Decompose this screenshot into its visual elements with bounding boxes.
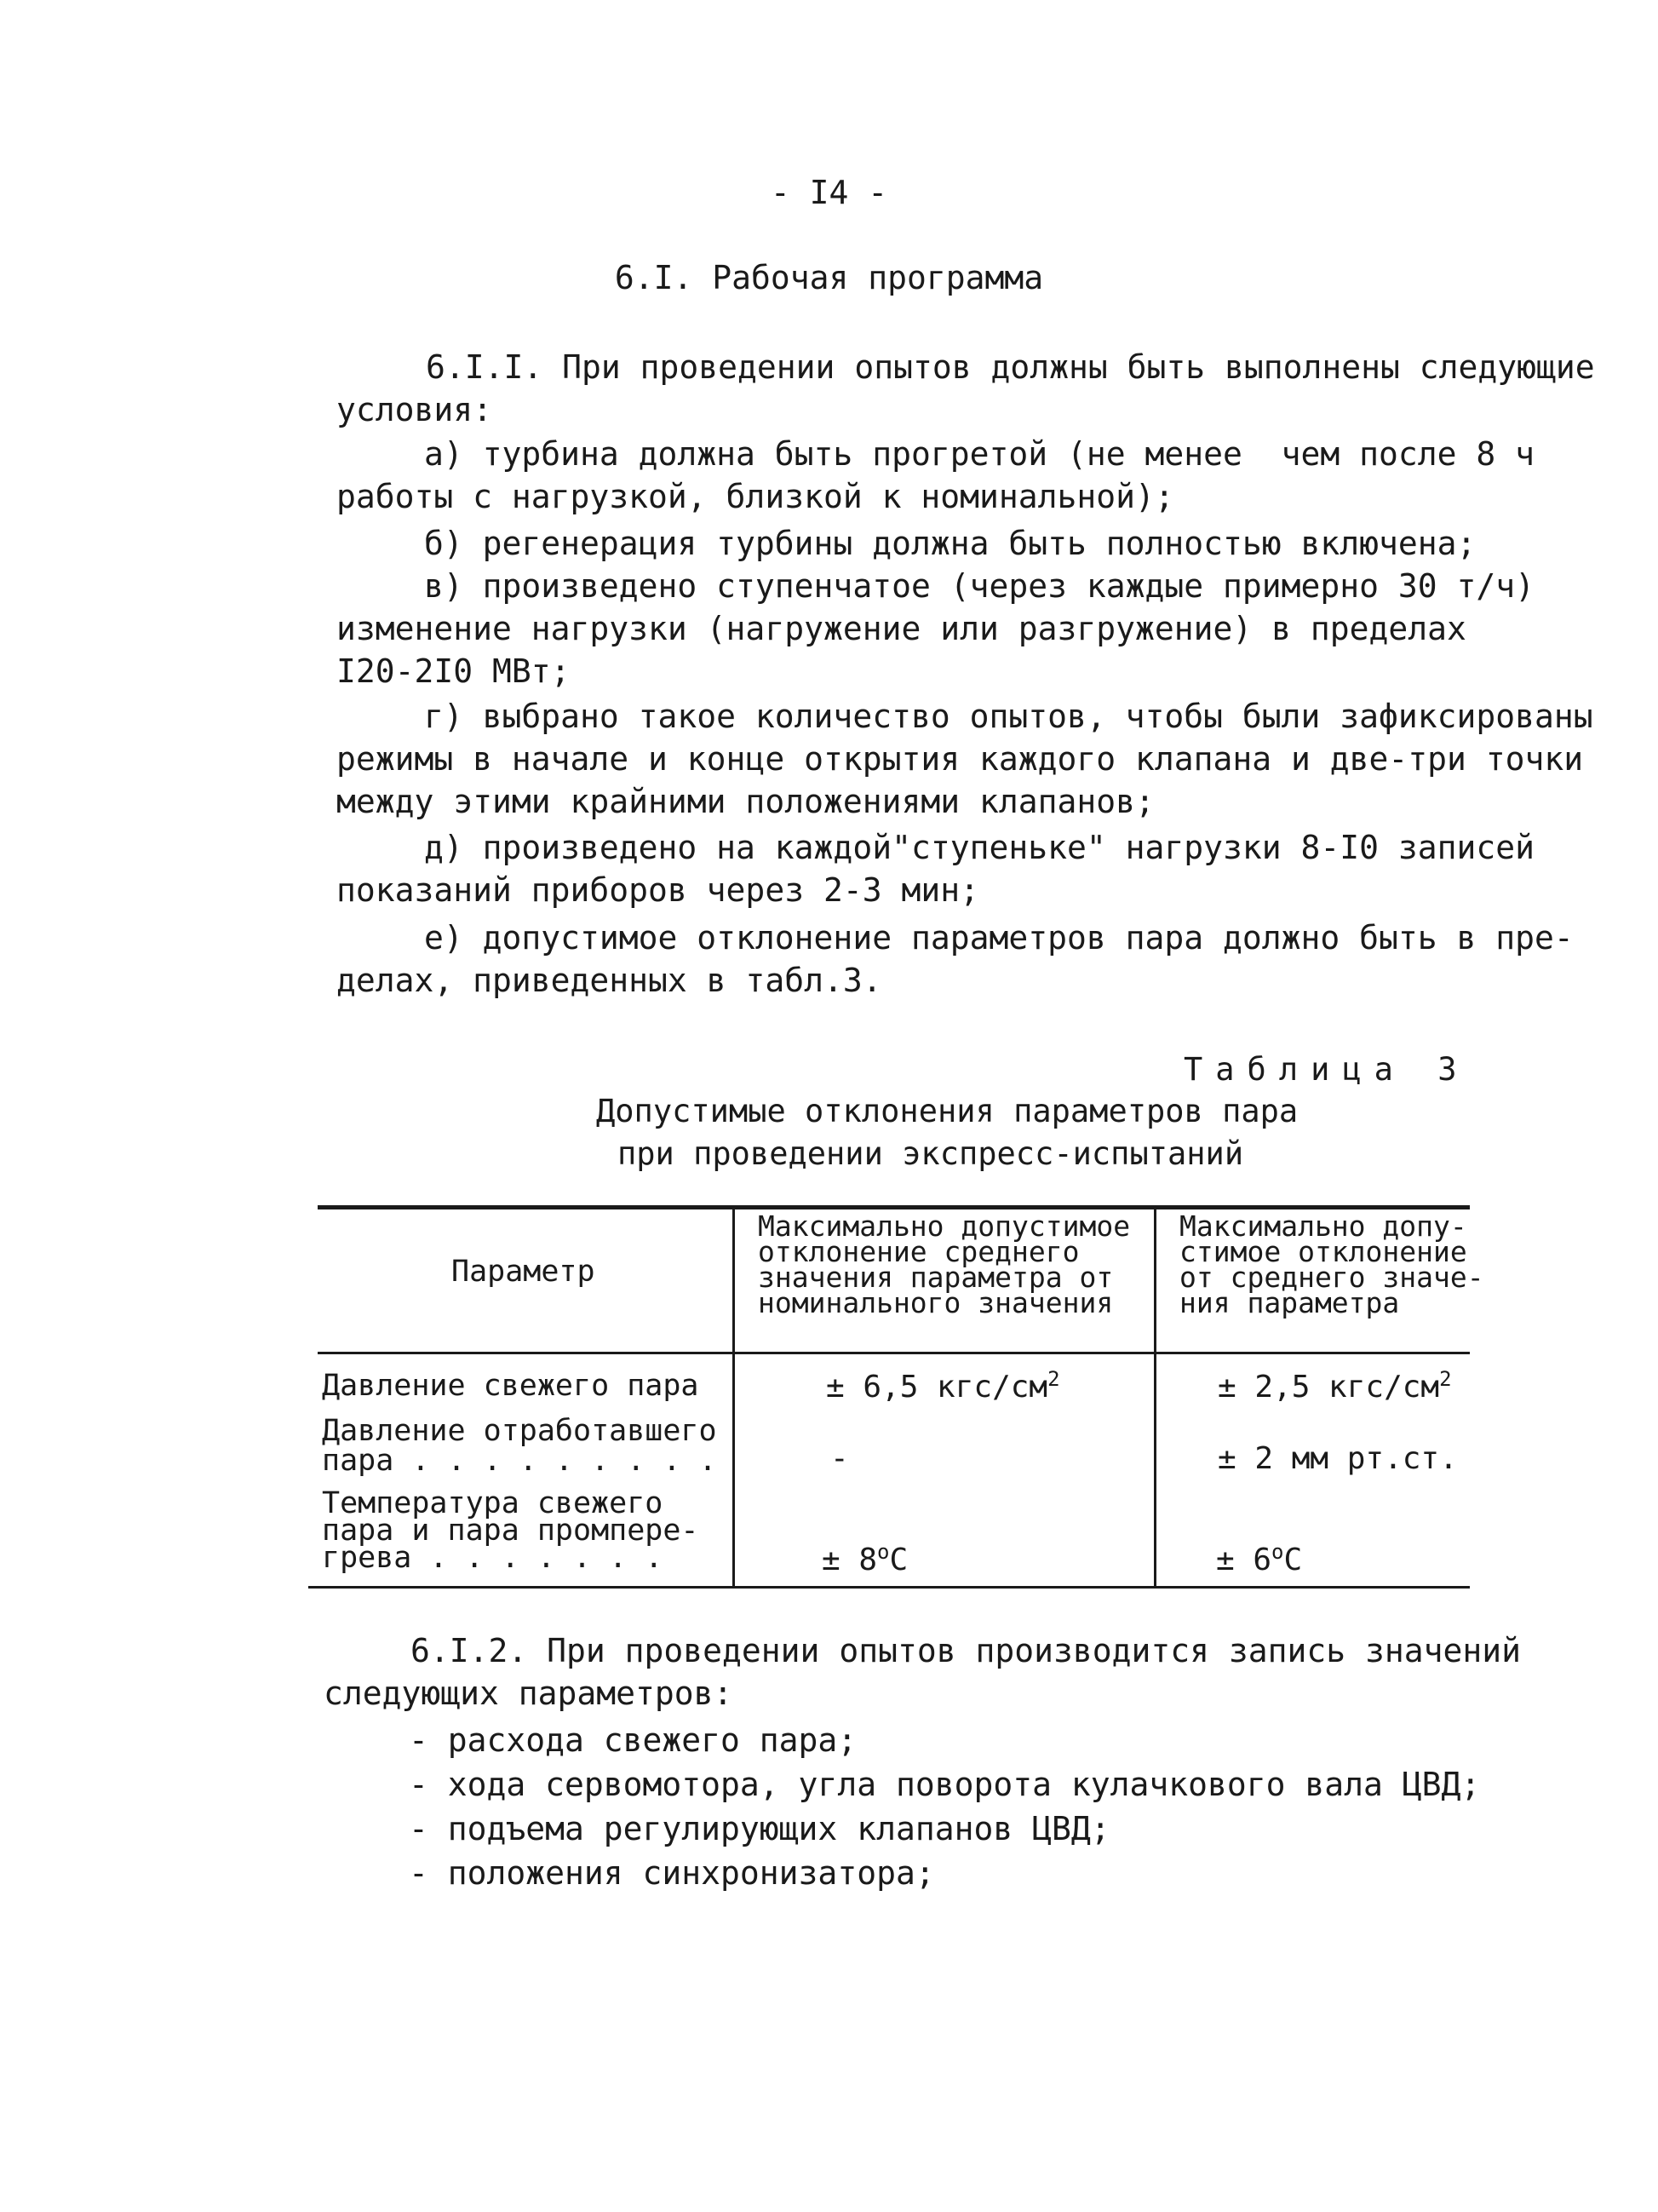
parameter-cell: грева . . . . . . . — [322, 1541, 663, 1575]
list-item-a-cont: работы с нагрузкой, близкой к номинальной); — [336, 478, 1174, 515]
page-number: - I4 - — [770, 174, 888, 211]
parameter-cell: Температура свежего — [322, 1486, 663, 1520]
para-intro-line: условия: — [336, 391, 493, 428]
header-line: ния параметра — [1179, 1286, 1400, 1319]
deviation-nominal-cell: ± $8^оС$ — [822, 1540, 909, 1577]
section-title: 6.I. Рабочая программа — [614, 259, 1044, 296]
list-item: - подъема регулирующих клапанов ЦВД; — [409, 1810, 1110, 1847]
list-item-d-cont: показаний приборов через 2-3 мин; — [336, 871, 979, 909]
deviation-mean-cell: ± 2,5 кгс/$см^2$ — [1218, 1367, 1452, 1405]
list-item-e-cont: делах, приведенных в табл.3. — [336, 962, 882, 999]
list-item-g-cont: между этими крайними положениями клапанов; — [336, 783, 1155, 820]
list-item-g-cont: режимы в начале и конце открытия каждого клапана и две-три точки — [336, 740, 1584, 778]
table-column-divider — [732, 1208, 735, 1588]
parameter-cell: Давление свежего пара — [322, 1369, 699, 1403]
header-line: значения параметра от — [758, 1261, 1114, 1294]
para-intro-line: 6.I.2. При проведении опытов производится запись значений — [410, 1632, 1522, 1669]
header-line: Максимально допустимое — [758, 1209, 1131, 1243]
header-line: отклонение среднего — [758, 1235, 1080, 1268]
header-line: стимое отклонение — [1179, 1235, 1467, 1268]
list-item: - расхода свежего пара; — [409, 1721, 858, 1759]
table-bottom-rule — [308, 1586, 1470, 1589]
list-item-a: а) турбина должна быть прогретой (не менее чем после 8 ч — [424, 435, 1535, 473]
column-header-parameter: Параметр — [451, 1255, 595, 1289]
header-line: от среднего значе- — [1179, 1261, 1484, 1294]
list-item-g: г) выбрано такое количество опытов, чтобы были зафиксированы — [424, 698, 1593, 735]
header-line: Максимально допу- — [1179, 1209, 1467, 1243]
deviation-mean-cell: ± 2 мм рт.ст. — [1218, 1441, 1458, 1476]
list-item-e: е) допустимое отклонение параметров пара должно быть в пре- — [424, 919, 1574, 957]
para-intro-line: 6.I.I. При проведении опытов должны быть выполнены следующие — [426, 348, 1595, 386]
list-item-d: д) произведено на каждой"ступеньке" нагрузки 8-I0 записей — [424, 829, 1535, 866]
list-item-v-cont: изменение нагрузки (нагружение или разгружение) в пределах — [336, 610, 1466, 647]
list-item-v: в) произведено ступенчатое (через каждые примерно 30 т/ч) — [424, 567, 1535, 605]
table-label: Таблица 3 — [1184, 1051, 1470, 1088]
list-item-b: б) регенерация турбины должна быть полностью включена; — [424, 525, 1477, 562]
para-intro-line: следующих параметров: — [324, 1675, 733, 1712]
table-caption-line: Допустимые отклонения параметров пара — [596, 1093, 1299, 1129]
parameter-cell: пара . . . . . . . . . — [322, 1444, 717, 1478]
deviation-nominal-cell: ± 6,5 кгс/$см^2$ — [826, 1367, 1060, 1405]
parameter-cell: Давление отработавшего — [322, 1414, 717, 1448]
table-caption-line: при проведении экспресс-испытаний — [617, 1135, 1244, 1172]
header-line: номинального значения — [758, 1286, 1114, 1319]
table-header-rule — [318, 1352, 1470, 1354]
list-item-v-cont: I20-2I0 МВт; — [336, 652, 571, 690]
deviation-mean-cell: ± $6^оС$ — [1216, 1540, 1303, 1577]
deviation-nominal-cell: - — [830, 1441, 849, 1476]
parameter-cell: пара и пара промпере- — [322, 1514, 699, 1548]
list-item: - хода сервомотора, угла поворота кулачкового вала ЦВД; — [409, 1766, 1481, 1803]
table-column-divider — [1154, 1208, 1156, 1588]
list-item: - положения синхронизатора; — [409, 1854, 935, 1892]
